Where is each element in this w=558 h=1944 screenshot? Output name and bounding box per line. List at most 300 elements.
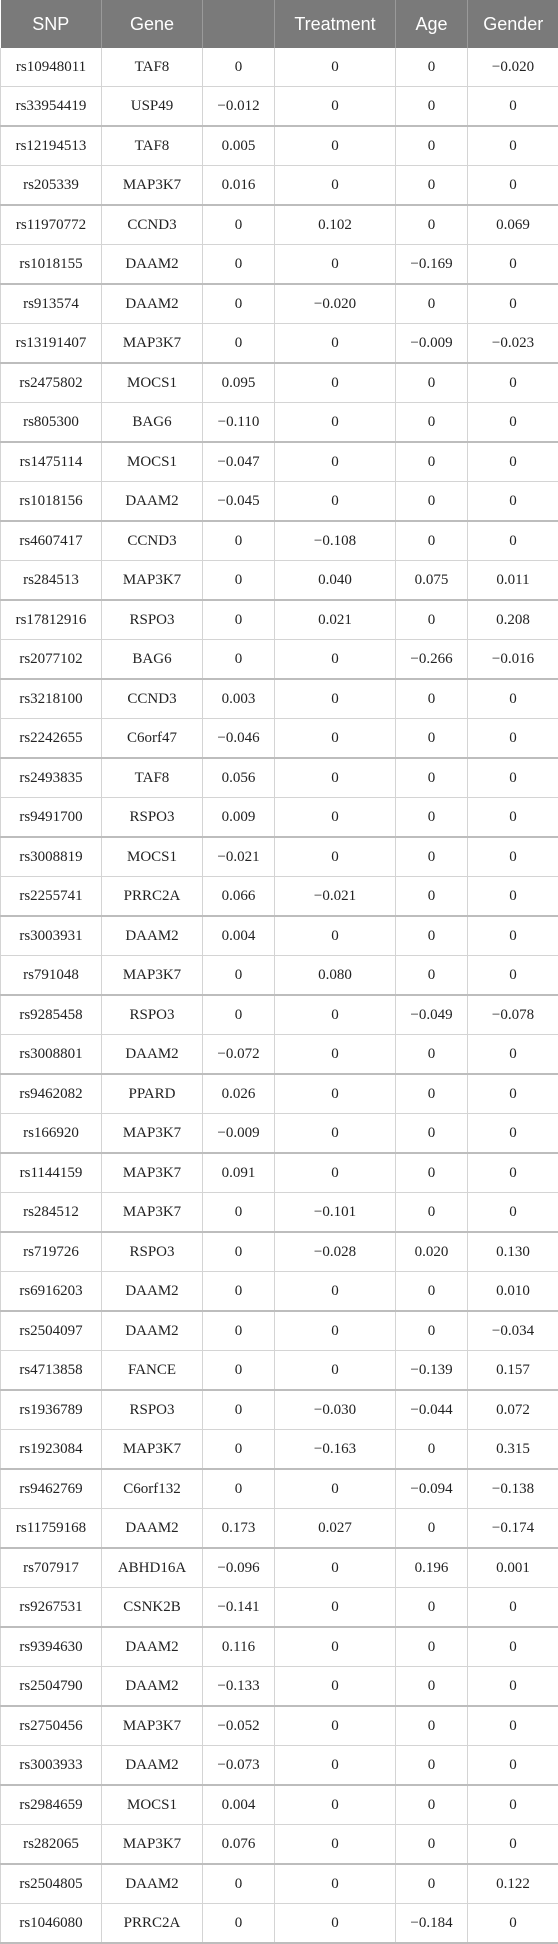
table-row bbox=[1, 1785, 558, 1825]
table-row bbox=[1, 48, 558, 87]
table-row bbox=[1, 1746, 558, 1786]
treatment-cell: 0 bbox=[275, 48, 396, 87]
value-cell: 0.026 bbox=[203, 1074, 275, 1114]
value-cell: 0 bbox=[203, 1193, 275, 1233]
value-cell: −0.047 bbox=[203, 442, 275, 482]
value-cell: 0.056 bbox=[203, 758, 275, 798]
header-snp: SNP bbox=[1, 0, 102, 48]
snp-cell: rs3008801 bbox=[1, 1035, 102, 1075]
snp-cell: rs2984659 bbox=[1, 1785, 102, 1825]
gender-cell: 0 bbox=[468, 1588, 558, 1628]
age-cell: 0 bbox=[396, 1153, 468, 1193]
gene-cell: CCND3 bbox=[102, 679, 203, 719]
gene-cell: TAF8 bbox=[102, 48, 203, 87]
gender-cell: 0 bbox=[468, 87, 558, 127]
age-cell: −0.169 bbox=[396, 245, 468, 285]
gender-cell: −0.020 bbox=[468, 48, 558, 87]
treatment-cell: 0 bbox=[275, 1114, 396, 1154]
treatment-cell: 0 bbox=[275, 87, 396, 127]
treatment-cell: 0 bbox=[275, 1627, 396, 1667]
gender-cell: 0 bbox=[468, 837, 558, 877]
gender-cell: −0.138 bbox=[468, 1469, 558, 1509]
snp-cell: rs284513 bbox=[1, 561, 102, 601]
table-row bbox=[1, 324, 558, 364]
gene-cell: DAAM2 bbox=[102, 482, 203, 522]
treatment-cell: 0 bbox=[275, 1746, 396, 1786]
treatment-cell: 0 bbox=[275, 442, 396, 482]
treatment-cell: 0 bbox=[275, 482, 396, 522]
value-cell: 0.116 bbox=[203, 1627, 275, 1667]
table-row bbox=[1, 205, 558, 245]
table-row bbox=[1, 482, 558, 522]
table-row bbox=[1, 442, 558, 482]
snp-cell: rs10948011 bbox=[1, 48, 102, 87]
value-cell: 0.004 bbox=[203, 1785, 275, 1825]
gender-cell: 0 bbox=[468, 1904, 558, 1944]
gene-cell: FANCE bbox=[102, 1351, 203, 1391]
age-cell: 0.196 bbox=[396, 1548, 468, 1588]
snp-cell: rs6916203 bbox=[1, 1272, 102, 1312]
gene-cell: MAP3K7 bbox=[102, 1706, 203, 1746]
gene-cell: PPARD bbox=[102, 1074, 203, 1114]
table-row bbox=[1, 956, 558, 996]
age-cell: 0 bbox=[396, 1193, 468, 1233]
value-cell: 0.173 bbox=[203, 1509, 275, 1549]
value-cell: 0 bbox=[203, 205, 275, 245]
age-cell: −0.094 bbox=[396, 1469, 468, 1509]
gene-cell: CCND3 bbox=[102, 521, 203, 561]
snp-cell: rs9462082 bbox=[1, 1074, 102, 1114]
age-cell: 0 bbox=[396, 719, 468, 759]
value-cell: 0 bbox=[203, 521, 275, 561]
gender-cell: 0 bbox=[468, 521, 558, 561]
table-row bbox=[1, 600, 558, 640]
value-cell: 0.091 bbox=[203, 1153, 275, 1193]
value-cell: −0.133 bbox=[203, 1667, 275, 1707]
treatment-cell: 0.102 bbox=[275, 205, 396, 245]
age-cell: 0 bbox=[396, 837, 468, 877]
treatment-cell: −0.020 bbox=[275, 284, 396, 324]
age-cell: 0 bbox=[396, 521, 468, 561]
table-row bbox=[1, 1469, 558, 1509]
snp-cell: rs2242655 bbox=[1, 719, 102, 759]
snp-cell: rs282065 bbox=[1, 1825, 102, 1865]
snp-cell: rs2255741 bbox=[1, 877, 102, 917]
gender-cell: 0 bbox=[468, 1627, 558, 1667]
value-cell: 0.095 bbox=[203, 363, 275, 403]
gender-cell: −0.174 bbox=[468, 1509, 558, 1549]
gender-cell: 0.010 bbox=[468, 1272, 558, 1312]
value-cell: −0.009 bbox=[203, 1114, 275, 1154]
table-row bbox=[1, 916, 558, 956]
gene-cell: MOCS1 bbox=[102, 442, 203, 482]
value-cell: 0 bbox=[203, 1272, 275, 1312]
age-cell: 0 bbox=[396, 205, 468, 245]
gender-cell: 0 bbox=[468, 245, 558, 285]
snp-cell: rs1936789 bbox=[1, 1390, 102, 1430]
gene-cell: MAP3K7 bbox=[102, 956, 203, 996]
value-cell: 0 bbox=[203, 956, 275, 996]
table-row bbox=[1, 363, 558, 403]
snp-cell: rs1144159 bbox=[1, 1153, 102, 1193]
age-cell: 0 bbox=[396, 1430, 468, 1470]
gender-cell: 0 bbox=[468, 916, 558, 956]
table-row bbox=[1, 1904, 558, 1944]
snp-cell: rs4607417 bbox=[1, 521, 102, 561]
snp-cell: rs1018156 bbox=[1, 482, 102, 522]
snp-cell: rs13191407 bbox=[1, 324, 102, 364]
gender-cell: 0.315 bbox=[468, 1430, 558, 1470]
treatment-cell: 0.080 bbox=[275, 956, 396, 996]
age-cell: 0 bbox=[396, 1785, 468, 1825]
table-row bbox=[1, 719, 558, 759]
age-cell: 0 bbox=[396, 1825, 468, 1865]
value-cell: 0 bbox=[203, 600, 275, 640]
treatment-cell: 0 bbox=[275, 1667, 396, 1707]
gender-cell: −0.034 bbox=[468, 1311, 558, 1351]
treatment-cell: 0 bbox=[275, 640, 396, 680]
gender-cell: 0.011 bbox=[468, 561, 558, 601]
snp-cell: rs913574 bbox=[1, 284, 102, 324]
gender-cell: 0 bbox=[468, 798, 558, 838]
gender-cell: 0 bbox=[468, 1825, 558, 1865]
gender-cell: 0 bbox=[468, 1667, 558, 1707]
gender-cell: 0 bbox=[468, 679, 558, 719]
snp-cell: rs3008819 bbox=[1, 837, 102, 877]
gene-cell: MOCS1 bbox=[102, 363, 203, 403]
gender-cell: 0.072 bbox=[468, 1390, 558, 1430]
table-row bbox=[1, 1311, 558, 1351]
gene-cell: MAP3K7 bbox=[102, 324, 203, 364]
table-row bbox=[1, 1074, 558, 1114]
treatment-cell: −0.108 bbox=[275, 521, 396, 561]
treatment-cell: −0.021 bbox=[275, 877, 396, 917]
age-cell: 0 bbox=[396, 1746, 468, 1786]
gender-cell: 0 bbox=[468, 1153, 558, 1193]
snp-cell: rs9491700 bbox=[1, 798, 102, 838]
table-row bbox=[1, 758, 558, 798]
treatment-cell: 0 bbox=[275, 1864, 396, 1904]
value-cell: 0 bbox=[203, 284, 275, 324]
gene-cell: BAG6 bbox=[102, 640, 203, 680]
value-cell: 0 bbox=[203, 1904, 275, 1944]
table-header bbox=[1, 0, 558, 48]
snp-cell: rs166920 bbox=[1, 1114, 102, 1154]
gene-cell: CCND3 bbox=[102, 205, 203, 245]
treatment-cell: 0 bbox=[275, 1904, 396, 1944]
gene-cell: MOCS1 bbox=[102, 837, 203, 877]
gene-cell: DAAM2 bbox=[102, 245, 203, 285]
table-body bbox=[1, 48, 558, 1943]
table-row bbox=[1, 1153, 558, 1193]
table-row bbox=[1, 1825, 558, 1865]
gene-cell: RSPO3 bbox=[102, 798, 203, 838]
gene-cell: DAAM2 bbox=[102, 1667, 203, 1707]
value-cell: 0.009 bbox=[203, 798, 275, 838]
value-cell: 0 bbox=[203, 324, 275, 364]
gene-cell: MAP3K7 bbox=[102, 1114, 203, 1154]
snp-cell: rs9285458 bbox=[1, 995, 102, 1035]
value-cell: 0 bbox=[203, 1351, 275, 1391]
gene-cell: MAP3K7 bbox=[102, 166, 203, 206]
snp-cell: rs2493835 bbox=[1, 758, 102, 798]
snp-cell: rs9462769 bbox=[1, 1469, 102, 1509]
age-cell: 0 bbox=[396, 877, 468, 917]
treatment-cell: 0.021 bbox=[275, 600, 396, 640]
age-cell: 0 bbox=[396, 126, 468, 166]
gene-cell: MAP3K7 bbox=[102, 1193, 203, 1233]
snp-cell: rs4713858 bbox=[1, 1351, 102, 1391]
table-row bbox=[1, 1864, 558, 1904]
table-row bbox=[1, 679, 558, 719]
table-row bbox=[1, 1232, 558, 1272]
value-cell: 0.005 bbox=[203, 126, 275, 166]
gene-cell: BAG6 bbox=[102, 403, 203, 443]
age-cell: 0 bbox=[396, 482, 468, 522]
gender-cell: 0.069 bbox=[468, 205, 558, 245]
gene-cell: DAAM2 bbox=[102, 1272, 203, 1312]
header-row bbox=[1, 0, 558, 48]
gene-cell: DAAM2 bbox=[102, 1627, 203, 1667]
value-cell: 0.016 bbox=[203, 166, 275, 206]
gender-cell: 0 bbox=[468, 166, 558, 206]
snp-cell: rs805300 bbox=[1, 403, 102, 443]
treatment-cell: 0 bbox=[275, 1548, 396, 1588]
age-cell: −0.139 bbox=[396, 1351, 468, 1391]
value-cell: −0.046 bbox=[203, 719, 275, 759]
snp-cell: rs9394630 bbox=[1, 1627, 102, 1667]
gender-cell: 0 bbox=[468, 403, 558, 443]
treatment-cell: 0 bbox=[275, 1588, 396, 1628]
value-cell: 0 bbox=[203, 245, 275, 285]
table-row bbox=[1, 1193, 558, 1233]
value-cell: 0.076 bbox=[203, 1825, 275, 1865]
gender-cell: 0 bbox=[468, 284, 558, 324]
table-row bbox=[1, 1430, 558, 1470]
value-cell: 0 bbox=[203, 48, 275, 87]
snp-cell: rs205339 bbox=[1, 166, 102, 206]
gene-cell: C6orf132 bbox=[102, 1469, 203, 1509]
treatment-cell: −0.028 bbox=[275, 1232, 396, 1272]
snp-cell: rs1923084 bbox=[1, 1430, 102, 1470]
gender-cell: 0 bbox=[468, 363, 558, 403]
gene-cell: C6orf47 bbox=[102, 719, 203, 759]
table-row bbox=[1, 1035, 558, 1075]
age-cell: −0.049 bbox=[396, 995, 468, 1035]
gene-cell: ABHD16A bbox=[102, 1548, 203, 1588]
table-row bbox=[1, 403, 558, 443]
gene-cell: RSPO3 bbox=[102, 1232, 203, 1272]
value-cell: 0 bbox=[203, 1311, 275, 1351]
age-cell: 0 bbox=[396, 403, 468, 443]
gender-cell: 0.001 bbox=[468, 1548, 558, 1588]
gene-cell: PRRC2A bbox=[102, 877, 203, 917]
gender-cell: 0 bbox=[468, 1035, 558, 1075]
gender-cell: 0 bbox=[468, 877, 558, 917]
age-cell: 0 bbox=[396, 1864, 468, 1904]
snp-cell: rs1475114 bbox=[1, 442, 102, 482]
gene-cell: DAAM2 bbox=[102, 1864, 203, 1904]
snp-cell: rs791048 bbox=[1, 956, 102, 996]
gender-cell: 0 bbox=[468, 482, 558, 522]
age-cell: 0 bbox=[396, 1706, 468, 1746]
gene-cell: DAAM2 bbox=[102, 1035, 203, 1075]
age-cell: −0.266 bbox=[396, 640, 468, 680]
value-cell: −0.073 bbox=[203, 1746, 275, 1786]
treatment-cell: 0 bbox=[275, 1825, 396, 1865]
age-cell: 0 bbox=[396, 1035, 468, 1075]
value-cell: 0 bbox=[203, 1430, 275, 1470]
snp-cell: rs1046080 bbox=[1, 1904, 102, 1944]
gender-cell: 0 bbox=[468, 1074, 558, 1114]
snp-cell: rs719726 bbox=[1, 1232, 102, 1272]
snp-cell: rs17812916 bbox=[1, 600, 102, 640]
gender-cell: 0 bbox=[468, 1706, 558, 1746]
gene-cell: CSNK2B bbox=[102, 1588, 203, 1628]
gender-cell: 0 bbox=[468, 1746, 558, 1786]
age-cell: 0 bbox=[396, 679, 468, 719]
gender-cell: −0.016 bbox=[468, 640, 558, 680]
age-cell: 0 bbox=[396, 1272, 468, 1312]
gender-cell: 0 bbox=[468, 1193, 558, 1233]
age-cell: 0 bbox=[396, 87, 468, 127]
value-cell: 0.004 bbox=[203, 916, 275, 956]
treatment-cell: 0 bbox=[275, 1035, 396, 1075]
table-row bbox=[1, 1390, 558, 1430]
gender-cell: 0 bbox=[468, 956, 558, 996]
gene-cell: MOCS1 bbox=[102, 1785, 203, 1825]
gene-cell: MAP3K7 bbox=[102, 561, 203, 601]
table-row bbox=[1, 521, 558, 561]
snp-cell: rs2475802 bbox=[1, 363, 102, 403]
snp-cell: rs2504790 bbox=[1, 1667, 102, 1707]
table-row bbox=[1, 1627, 558, 1667]
treatment-cell: 0 bbox=[275, 245, 396, 285]
treatment-cell: 0 bbox=[275, 916, 396, 956]
treatment-cell: −0.030 bbox=[275, 1390, 396, 1430]
table-row bbox=[1, 1548, 558, 1588]
gender-cell: 0 bbox=[468, 126, 558, 166]
value-cell: 0 bbox=[203, 1232, 275, 1272]
value-cell: −0.110 bbox=[203, 403, 275, 443]
age-cell: 0 bbox=[396, 363, 468, 403]
snp-cell: rs707917 bbox=[1, 1548, 102, 1588]
treatment-cell: 0 bbox=[275, 1074, 396, 1114]
gender-cell: −0.078 bbox=[468, 995, 558, 1035]
snp-cell: rs3003933 bbox=[1, 1746, 102, 1786]
gene-cell: RSPO3 bbox=[102, 1390, 203, 1430]
treatment-cell: 0 bbox=[275, 995, 396, 1035]
snp-cell: rs9267531 bbox=[1, 1588, 102, 1628]
value-cell: 0 bbox=[203, 1390, 275, 1430]
table-row bbox=[1, 284, 558, 324]
age-cell: 0 bbox=[396, 1627, 468, 1667]
age-cell: 0 bbox=[396, 284, 468, 324]
snp-cell: rs3003931 bbox=[1, 916, 102, 956]
age-cell: 0.020 bbox=[396, 1232, 468, 1272]
header-blank bbox=[203, 0, 275, 48]
snp-cell: rs12194513 bbox=[1, 126, 102, 166]
treatment-cell: 0 bbox=[275, 1311, 396, 1351]
header-age: Age bbox=[396, 0, 468, 48]
treatment-cell: 0 bbox=[275, 1785, 396, 1825]
snp-cell: rs33954419 bbox=[1, 87, 102, 127]
value-cell: −0.045 bbox=[203, 482, 275, 522]
gene-cell: PRRC2A bbox=[102, 1904, 203, 1944]
table-row bbox=[1, 245, 558, 285]
value-cell: 0 bbox=[203, 1469, 275, 1509]
gene-cell: DAAM2 bbox=[102, 1311, 203, 1351]
treatment-cell: 0.040 bbox=[275, 561, 396, 601]
treatment-cell: 0 bbox=[275, 166, 396, 206]
snp-cell: rs2504097 bbox=[1, 1311, 102, 1351]
age-cell: −0.009 bbox=[396, 324, 468, 364]
age-cell: 0 bbox=[396, 600, 468, 640]
treatment-cell: 0 bbox=[275, 1706, 396, 1746]
age-cell: 0 bbox=[396, 798, 468, 838]
value-cell: 0 bbox=[203, 640, 275, 680]
treatment-cell: 0 bbox=[275, 1351, 396, 1391]
value-cell: −0.012 bbox=[203, 87, 275, 127]
gender-cell: 0.122 bbox=[468, 1864, 558, 1904]
snp-cell: rs3218100 bbox=[1, 679, 102, 719]
header-gender: Gender bbox=[468, 0, 558, 48]
value-cell: 0.066 bbox=[203, 877, 275, 917]
age-cell: 0 bbox=[396, 166, 468, 206]
value-cell: 0.003 bbox=[203, 679, 275, 719]
treatment-cell: 0 bbox=[275, 324, 396, 364]
table-row bbox=[1, 995, 558, 1035]
header-gene: Gene bbox=[102, 0, 203, 48]
age-cell: 0 bbox=[396, 758, 468, 798]
treatment-cell: 0 bbox=[275, 719, 396, 759]
age-cell: 0 bbox=[396, 956, 468, 996]
gene-cell: RSPO3 bbox=[102, 995, 203, 1035]
table-row bbox=[1, 87, 558, 127]
treatment-cell: 0 bbox=[275, 1153, 396, 1193]
treatment-cell: 0 bbox=[275, 363, 396, 403]
gender-cell: 0 bbox=[468, 758, 558, 798]
treatment-cell: 0.027 bbox=[275, 1509, 396, 1549]
snp-cell: rs2077102 bbox=[1, 640, 102, 680]
snp-cell: rs11759168 bbox=[1, 1509, 102, 1549]
table-row bbox=[1, 837, 558, 877]
treatment-cell: 0 bbox=[275, 837, 396, 877]
gene-cell: DAAM2 bbox=[102, 1509, 203, 1549]
snp-cell: rs11970772 bbox=[1, 205, 102, 245]
value-cell: −0.021 bbox=[203, 837, 275, 877]
table-row bbox=[1, 561, 558, 601]
treatment-cell: 0 bbox=[275, 798, 396, 838]
value-cell: −0.096 bbox=[203, 1548, 275, 1588]
gender-cell: 0.157 bbox=[468, 1351, 558, 1391]
gene-cell: TAF8 bbox=[102, 126, 203, 166]
value-cell: 0 bbox=[203, 995, 275, 1035]
value-cell: −0.052 bbox=[203, 1706, 275, 1746]
snp-cell: rs284512 bbox=[1, 1193, 102, 1233]
value-cell: −0.072 bbox=[203, 1035, 275, 1075]
table-row bbox=[1, 1588, 558, 1628]
age-cell: 0 bbox=[396, 1114, 468, 1154]
table-row bbox=[1, 126, 558, 166]
gene-cell: MAP3K7 bbox=[102, 1430, 203, 1470]
gene-cell: DAAM2 bbox=[102, 284, 203, 324]
gender-cell: 0 bbox=[468, 442, 558, 482]
treatment-cell: 0 bbox=[275, 1272, 396, 1312]
age-cell: 0 bbox=[396, 1667, 468, 1707]
gene-cell: DAAM2 bbox=[102, 1746, 203, 1786]
table-row bbox=[1, 1706, 558, 1746]
